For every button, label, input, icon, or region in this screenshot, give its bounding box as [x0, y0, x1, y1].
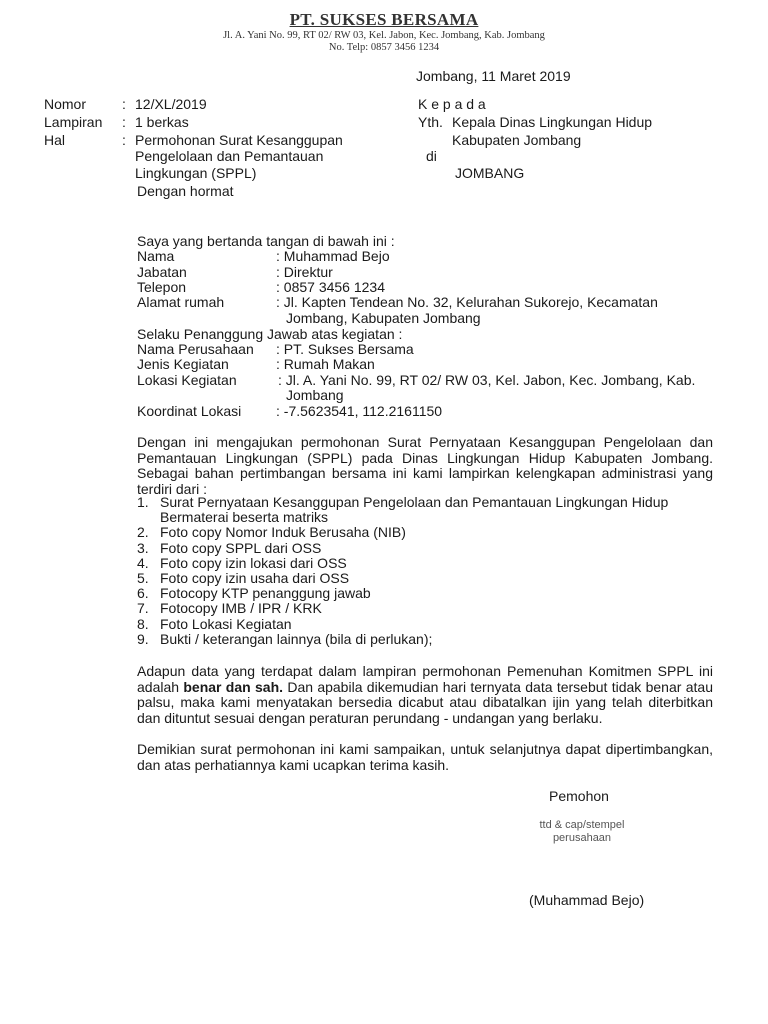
hal-colon: : [122, 132, 126, 148]
nomor-value: 12/XL/2019 [135, 96, 207, 112]
signer-name-label: Nama [137, 248, 175, 264]
nomor-label: Nomor [44, 96, 87, 112]
statement-text-bold: benar dan sah. [183, 678, 284, 695]
list-item [137, 601, 717, 616]
list-item-number: 7. [137, 600, 149, 617]
recipient-di: di [426, 148, 437, 164]
coordinates-label: Koordinat Lokasi [137, 403, 242, 419]
list-item-text: Fotocopy IMB / IPR / KRK [160, 600, 322, 617]
lampiran-colon: : [122, 114, 126, 130]
hal-label: Hal [44, 132, 66, 148]
hal-line-3: Lingkungan (SPPL) [135, 165, 257, 181]
activity-type-value: : Rumah Makan [276, 356, 375, 372]
list-item-text: Surat Pernyataan Kesanggupan Pengelolaan dan Pemantauan Lingkungan Hidup [160, 494, 669, 510]
recipient-line-2: Kabupaten Jombang [452, 132, 582, 148]
activity-location-label: Lokasi Kegiatan [137, 372, 237, 388]
signer-address-value-1: : Jl. Kapten Tendean No. 32, Kelurahan Sukorejo, Kecamatan [276, 294, 658, 310]
greeting: Dengan hormat [137, 183, 234, 199]
statement-text-after: Dan apabila dikemudian hari ternyata data tersebut tidak benar atau palsu, maka kami menyatakan bersedia dicabut atau dibatalkan ijin yang telah diterbitkan dan dituntut sesuai dengan peraturan perundang - undangan yang berlaku. [137, 678, 713, 726]
statement-paragraph [137, 664, 713, 726]
hal-line-2: Pengelolaan dan Pemantauan [135, 148, 324, 164]
activity-location-value-1: : Jl. A. Yani No. 99, RT 02/ RW 03, Kel. Jabon, Kec. Jombang, Kab. [278, 372, 696, 388]
lampiran-label: Lampiran [44, 114, 103, 130]
signer-position-value: : Direktur [276, 264, 333, 280]
role-intro: Selaku Penanggung Jawab atas kegiatan : [137, 326, 403, 342]
signer-name-value: : Muhammad Bejo [276, 248, 390, 264]
list-item [137, 632, 717, 647]
letterhead [0, 10, 768, 54]
list-item-number: 5. [137, 570, 149, 587]
list-item-text: Foto Lokasi Kegiatan [160, 615, 292, 632]
list-item-text: Foto copy SPPL dari OSS [160, 539, 322, 556]
attachment-list [137, 495, 717, 647]
list-item [137, 541, 717, 556]
company-phone: No. Telp: 0857 3456 1234 [328, 42, 440, 53]
activity-location-value-2: Jombang [286, 387, 344, 403]
signer-printed-name: (Muhammad Bejo) [529, 892, 645, 908]
list-item-text: Foto copy izin usaha dari OSS [160, 570, 350, 587]
list-item [137, 617, 717, 632]
nomor-colon: : [122, 96, 126, 112]
signer-phone-value: : 0857 3456 1234 [276, 279, 385, 295]
hal-line-1: Permohonan Surat Kesanggupan [135, 132, 343, 148]
signer-address-label: Alamat rumah [137, 294, 225, 310]
list-item-text: Bukti / keterangan lainnya (bila di perlukan); [160, 630, 433, 647]
list-item-number: 6. [137, 585, 149, 602]
list-item-text: Foto copy Nomor Induk Berusaha (NIB) [160, 524, 406, 541]
statement-text-before: Adapun data yang terdapat dalam lampiran permohonan Pemenuhan Komitmen SPPL ini adalah [137, 663, 713, 695]
list-item-number: 3. [137, 539, 149, 556]
company-label: Nama Perusahaan [137, 341, 254, 357]
closing-paragraph: Demikian surat permohonan ini kami sampaikan, untuk selanjutnya dapat dipertimbangkan, dan atas perhatiannya kami ucapkan terima kasih. [137, 741, 713, 773]
list-item-number: 2. [137, 524, 149, 541]
signer-address-value-2: Jombang, Kabupaten Jombang [286, 310, 481, 326]
company-address: Jl. A. Yani No. 99, RT 02/ RW 03, Kel. Jabon, Kec. Jombang, Kab. Jombang [223, 30, 545, 41]
recipient-city: JOMBANG [455, 165, 525, 181]
list-item [137, 495, 717, 510]
recipient-line-1: Kepala Dinas Lingkungan Hidup [452, 114, 653, 130]
yth-label: Yth. [418, 114, 443, 130]
kepada-label: K e p a d a [418, 96, 486, 112]
list-item-number: 4. [137, 554, 149, 571]
list-item-text: Fotocopy KTP penanggung jawab [160, 585, 371, 602]
lampiran-value: 1 berkas [135, 114, 189, 130]
list-item-number: 9. [137, 630, 149, 647]
coordinates-value: : -7.5623541, 112.2161150 [276, 403, 443, 419]
list-item [137, 525, 717, 540]
signer-position-label: Jabatan [137, 264, 187, 280]
list-item-number: 8. [137, 615, 149, 632]
request-paragraph: Dengan ini mengajukan permohonan Surat Pernyataan Kesanggupan Pengelolaan dan Pemantauan Lingkungan (SPPL) pada Dinas Lingkungan Hidup Kabupaten Jombang. Sebagai bahan pertimbangan bersama ini kami lampirkan kelengkapan administrasi yang terdiri dari : [137, 434, 713, 497]
pemohon-label: Pemohon [549, 788, 609, 804]
list-item-text: Foto copy izin lokasi dari OSS [160, 554, 347, 571]
intro-line: Saya yang bertanda tangan di bawah ini : [137, 233, 395, 249]
list-item [137, 571, 717, 586]
company-value: : PT. Sukses Bersama [276, 341, 414, 357]
signer-phone-label: Telepon [137, 279, 187, 295]
company-name: PT. SUKSES BERSAMA [289, 10, 479, 29]
date-line: Jombang, 11 Maret 2019 [416, 68, 571, 84]
stamp-note [522, 819, 642, 845]
list-item-number: 1. [137, 494, 149, 510]
list-item [137, 556, 717, 571]
activity-type-label: Jenis Kegiatan [137, 356, 229, 372]
stamp-note-line-2: perusahaan [552, 832, 612, 844]
list-item [137, 586, 717, 601]
list-item-continuation: Bermaterai beserta matriks [160, 509, 329, 526]
stamp-note-line-1: ttd & cap/stempel [539, 819, 625, 831]
